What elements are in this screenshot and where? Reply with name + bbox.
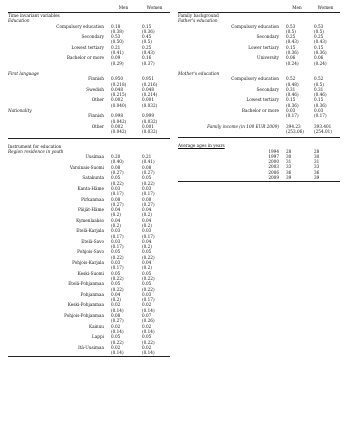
men-value: (0.36) [286, 50, 299, 56]
row-label: Average ages in years [178, 143, 225, 149]
women-value: 0.21 [142, 154, 152, 160]
men-value: 0.21 [111, 44, 121, 50]
men-value: 0.04 [111, 207, 121, 213]
row-label: Kainuu [88, 323, 104, 329]
women-value: (0.032) [142, 129, 158, 135]
women-value: (0.24) [314, 60, 327, 66]
left-table [8, 5, 170, 357]
men-value: 0.20 [111, 154, 121, 160]
col-header-women: Women [146, 5, 163, 10]
women-value: (0.214) [142, 92, 158, 98]
row-label: University [257, 55, 279, 61]
row-label: Pohjois-Karjala [72, 260, 104, 266]
women-value: (0.2) [142, 244, 152, 250]
col-header-men: Men [118, 5, 129, 10]
women-value: (0.14) [142, 307, 155, 313]
row-label: Other [91, 97, 104, 103]
men-value: 0.09 [111, 55, 121, 61]
men-value: (253.06) [286, 128, 304, 134]
right-header [178, 5, 340, 12]
row-label: Secondary [256, 86, 279, 92]
row-label: Bachelor or more [241, 108, 279, 114]
row-label: Varsinais-Suomi [69, 164, 104, 170]
row-label [8, 61, 108, 66]
men-value: 0.048 [111, 86, 123, 92]
women-value: 0.04 [142, 207, 152, 213]
women-value: 0.04 [142, 217, 152, 223]
men-value: 0.950 [111, 76, 123, 82]
row-label: Lappi [92, 334, 104, 340]
row-label: Päijät-Häme [78, 207, 104, 213]
row-label: Finnish [88, 76, 104, 82]
women-value: 0.001 [142, 123, 154, 129]
women-value: (0.17) [142, 191, 155, 197]
women-value: (0.43) [314, 39, 327, 45]
row-label: Secondary [81, 34, 104, 40]
men-value: 0.02 [111, 302, 121, 308]
row-label: Kanta-Häme [77, 185, 104, 191]
women-value: (0.41) [142, 159, 155, 165]
men-value: 0.05 [111, 281, 121, 287]
women-value: 0.02 [142, 344, 152, 350]
women-value: 0.04 [142, 260, 152, 266]
women-value: 393.401 [314, 123, 332, 129]
women-value: (0.5) [142, 39, 152, 45]
women-value: 0.53 [314, 23, 324, 29]
men-value: (0.042) [111, 118, 127, 124]
bottom-rule [8, 356, 170, 357]
row-label: Uusimaa [85, 154, 104, 160]
row-label: Mother's education [178, 70, 220, 76]
table-row [8, 350, 170, 355]
men-value: (0.48) [286, 81, 299, 87]
men-value: (0.17) [111, 191, 124, 197]
table-row [8, 61, 170, 66]
women-value: (0.22) [142, 339, 155, 345]
women-value: 0.951 [142, 76, 154, 82]
men-value: 0.03 [111, 228, 121, 234]
row-label [178, 61, 283, 66]
row-label: 1997 [268, 153, 279, 159]
women-value: (0.216) [142, 81, 158, 87]
women-value: 36 [314, 169, 320, 175]
men-value: (0.22) [111, 339, 124, 345]
men-value: 0.05 [111, 175, 121, 181]
row-label: Compulsory education [231, 23, 279, 29]
men-value: (0.2) [111, 297, 121, 303]
row-label: Bachelor or more [66, 55, 104, 61]
men-value: 0.05 [111, 334, 121, 340]
men-value: 0.04 [111, 217, 121, 223]
row-label: Lowest tertiary [246, 97, 279, 103]
men-value: (0.29) [111, 60, 124, 66]
men-value: (0.17) [111, 265, 124, 271]
women-value: (0.22) [142, 286, 155, 292]
row-label [178, 113, 283, 118]
men-value: 0.08 [111, 164, 121, 170]
men-value: (0.14) [111, 307, 124, 313]
men-value: 0.03 [111, 185, 121, 191]
men-value: (0.27) [111, 170, 124, 176]
men-value: (0.22) [111, 180, 124, 186]
women-value: (0.2) [142, 222, 152, 228]
row-label: Pohjois-Savo [77, 249, 104, 255]
women-value: 0.048 [142, 86, 154, 92]
bottom-rule [178, 181, 340, 182]
women-value: (0.36) [142, 28, 155, 34]
women-value: 31 [314, 159, 320, 165]
row-label: Itä-Uusimaa [78, 344, 104, 350]
men-value: 0.06 [286, 55, 296, 61]
men-value: 0.53 [286, 23, 296, 29]
women-value: (0.22) [142, 254, 155, 260]
row-label: Etelä-Karjala [76, 228, 104, 234]
women-value: (0.46) [314, 92, 327, 98]
row-label: Region residence in youth [8, 148, 64, 154]
row-label: Keski-Suomi [77, 270, 104, 276]
women-value: 0.45 [142, 34, 152, 40]
row-label: Pirkanmaa [81, 196, 104, 202]
men-value: 0.15 [286, 97, 296, 103]
men-value: 0.03 [111, 260, 121, 266]
men-value: 30 [286, 153, 292, 159]
women-value: (0.032) [142, 102, 158, 108]
row-label: Pohjois-Pohjanmaa [64, 313, 104, 319]
men-value: 0.002 [111, 97, 123, 103]
right-top-block [178, 13, 340, 134]
women-value: (0.14) [142, 350, 155, 356]
women-value: (0.36) [314, 102, 327, 108]
women-value: (0.17) [142, 233, 155, 239]
women-value: (0.26) [142, 318, 155, 324]
men-value: (0.50) [111, 39, 124, 45]
table-row [8, 129, 170, 134]
row-label: Time invariant variables [8, 13, 60, 18]
row-label [8, 129, 108, 134]
row-label [178, 129, 283, 134]
men-value: 36 [286, 169, 292, 175]
women-value: (254.01) [314, 128, 332, 134]
table-row [178, 61, 340, 66]
col-header-men: Men [292, 5, 302, 10]
row-label: Pohjanmaa [80, 291, 104, 297]
women-value: 30 [314, 153, 320, 159]
table-row [178, 129, 340, 134]
men-value: 0.05 [111, 270, 121, 276]
women-value: 0.25 [142, 44, 152, 50]
women-value: 0.25 [314, 34, 324, 40]
women-value: 0.05 [142, 270, 152, 276]
row-label: Kymenlaakso [76, 217, 104, 223]
women-value: 0.04 [142, 238, 152, 244]
row-label: 2006 [268, 169, 279, 175]
women-value: (0.2) [142, 265, 152, 271]
men-value: (0.218) [111, 81, 127, 87]
women-value: (0.22) [142, 180, 155, 186]
women-value: (0.17) [314, 113, 327, 119]
men-value: (0.24) [286, 60, 299, 66]
men-value: 0.25 [286, 34, 296, 40]
row-label: Father's education [178, 18, 218, 24]
men-value: 0.03 [111, 238, 121, 244]
women-value: (0.5) [314, 28, 324, 34]
men-value: (0.27) [111, 318, 124, 324]
men-value: (0.38) [111, 28, 124, 34]
men-value: 0.08 [111, 196, 121, 202]
men-value: 0.08 [111, 313, 121, 319]
men-value: 28 [286, 148, 292, 154]
left-header [8, 5, 170, 12]
men-value: (0.215) [111, 92, 127, 98]
row-label: Lower tertiary [248, 44, 279, 50]
women-value: 0.16 [142, 55, 152, 61]
men-value: (0.2) [111, 212, 121, 218]
women-value: (0.43) [142, 50, 155, 56]
row-label: Instrument for education [8, 143, 62, 149]
row-label: First language [8, 70, 39, 76]
row-label: 1994 [268, 148, 279, 154]
women-value: 0.05 [142, 249, 152, 255]
men-value: (0.14) [111, 328, 124, 334]
women-value: (0.14) [142, 328, 155, 334]
women-value: 0.999 [142, 113, 154, 119]
men-value: 0.31 [286, 86, 296, 92]
men-value: (0.14) [111, 350, 124, 356]
men-value: (0.36) [286, 102, 299, 108]
men-value: (0.17) [286, 113, 299, 119]
right-table [178, 5, 340, 182]
men-value: (0.17) [111, 233, 124, 239]
men-value: 39 [286, 175, 292, 181]
row-label: 2009 [268, 175, 279, 181]
women-value: 0.31 [314, 86, 324, 92]
men-value: (0.042) [111, 129, 127, 135]
women-value: (0.032) [142, 118, 158, 124]
women-value: 0.08 [142, 196, 152, 202]
men-value: (0.27) [111, 201, 124, 207]
men-value: 0.002 [111, 123, 123, 129]
row-label: Compulsory education [231, 76, 279, 82]
women-value: 0.52 [314, 76, 324, 82]
women-value: 0.03 [314, 108, 324, 114]
women-value: (0.27) [142, 201, 155, 207]
men-value: (0.41) [111, 50, 124, 56]
women-value: 0.06 [314, 55, 324, 61]
men-value: (0.17) [111, 244, 124, 250]
row-label: Secondary [256, 34, 279, 40]
women-value: 0.02 [142, 323, 152, 329]
table-row [178, 113, 340, 118]
men-value: (0.22) [111, 286, 124, 292]
row-label: Compulsory education [56, 23, 104, 29]
women-value: 0.03 [142, 291, 152, 297]
women-value: (0.37) [142, 60, 155, 66]
men-value: 0.998 [111, 113, 123, 119]
col-header-women: Women [317, 5, 334, 10]
men-value: 0.53 [111, 34, 121, 40]
men-value: (0.46) [286, 92, 299, 98]
women-value: (0.17) [142, 297, 155, 303]
row-label: Other [91, 123, 104, 129]
men-value: 0.05 [111, 249, 121, 255]
row-label: Finnish [88, 113, 104, 119]
women-value: 0.15 [142, 23, 152, 29]
row-label: 2000 [268, 159, 279, 165]
row-label: Education [8, 18, 30, 24]
women-value: 0.05 [142, 334, 152, 340]
men-value: (0.43) [286, 39, 299, 45]
women-value: 28 [314, 148, 320, 154]
women-value: 0.07 [142, 313, 152, 319]
right-bottom-block [178, 143, 340, 180]
row-label: Keski-Pohjanmaa [67, 302, 104, 308]
left-bottom-block [8, 144, 170, 356]
women-value: (0.36) [314, 50, 327, 56]
men-value: (0.22) [111, 254, 124, 260]
women-value: 39 [314, 175, 320, 181]
men-value: 0.18 [111, 23, 121, 29]
women-value: (0.2) [142, 212, 152, 218]
men-value: 0.02 [111, 323, 121, 329]
women-value: 0.02 [142, 302, 152, 308]
row-label: Nationality [8, 108, 32, 114]
women-value: 33 [314, 164, 320, 170]
men-value: 0.52 [286, 76, 296, 82]
women-value: 0.05 [142, 281, 152, 287]
women-value: 0.15 [314, 44, 324, 50]
men-value: 394.23 [286, 123, 301, 129]
row-label: Satakunta [82, 175, 104, 181]
men-value: 31 [286, 159, 292, 165]
women-value: (0.5) [314, 81, 324, 87]
row-label: Etelä-Savo [81, 238, 104, 244]
women-value: (0.22) [142, 275, 155, 281]
men-value: (0.22) [111, 275, 124, 281]
men-value: (0.40) [111, 159, 124, 165]
men-value: (0.040) [111, 102, 127, 108]
left-top-block [8, 13, 170, 135]
women-value: 0.08 [142, 164, 152, 170]
women-value: (0.27) [142, 170, 155, 176]
row-label: 2003 [268, 164, 279, 170]
men-value: 0.04 [111, 291, 121, 297]
women-value: 0.03 [142, 185, 152, 191]
row-label: Swedish [86, 86, 104, 92]
men-value: (0.5) [286, 28, 296, 34]
women-value: 0.03 [142, 228, 152, 234]
row-label [8, 350, 108, 355]
women-value: 0.15 [314, 97, 324, 103]
men-value: 33 [286, 164, 292, 170]
table-row [178, 175, 340, 180]
row-label: Family income (in 100 EUR 2009) [207, 123, 279, 129]
men-value: 0.02 [111, 344, 121, 350]
row-label: Etelä-Pohjanmaa [68, 281, 104, 287]
men-value: (0.2) [111, 222, 121, 228]
row-label: Family background [178, 13, 219, 18]
men-value: 0.15 [286, 44, 296, 50]
row-label: Lowest tertiary [71, 44, 104, 50]
women-value: 0.001 [142, 97, 154, 103]
women-value: 0.05 [142, 175, 152, 181]
men-value: 0.03 [286, 108, 296, 114]
